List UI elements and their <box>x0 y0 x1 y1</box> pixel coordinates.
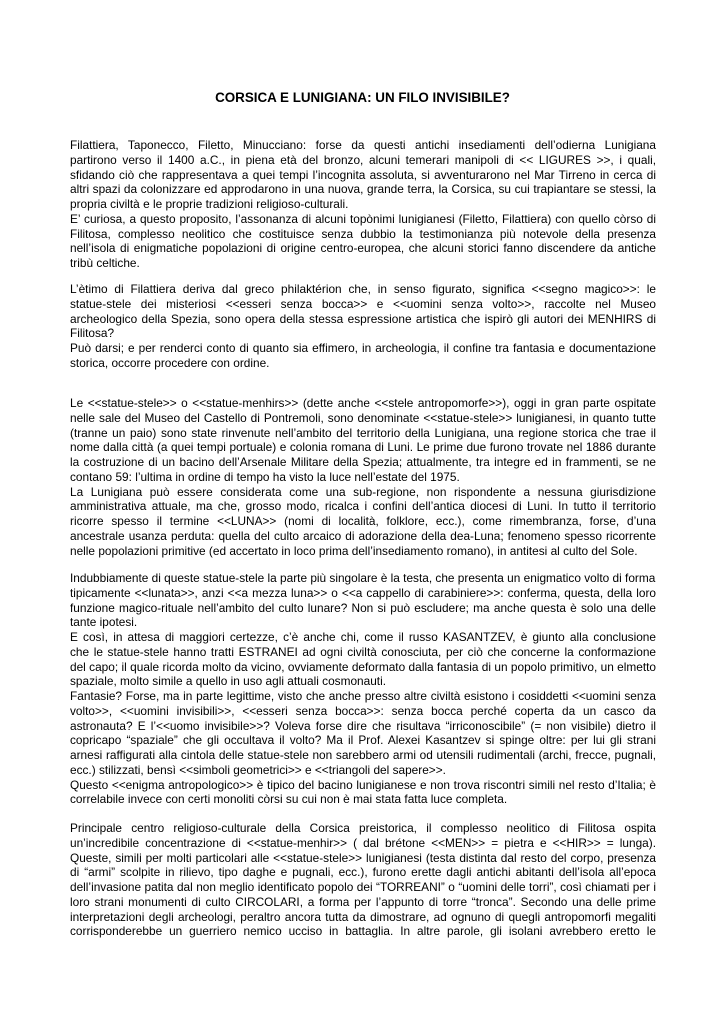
text-line: Fantasie? Forse, ma in parte legittime, visto che anche presso altre civiltà esistono i cosiddetti <<uomini senza <box>70 689 656 703</box>
text-line: partirono verso il 1400 a.C., in piena età del bronzo, alcuni temerari manipoli di << LIGURES >>, i quali, <box>70 152 656 167</box>
paragraph-2 <box>70 282 656 371</box>
text-line: propria civiltà e le proprie tradizioni religioso-culturali. <box>70 197 349 211</box>
text-line: di “armi” scolpite in rilievo, tipo daghe e pugnali, ecc.), furono erette dagli antichi abitanti dell’isola all’epoca <box>70 865 656 880</box>
text-line: nome dalla città (a quei tempi portuale) e colonia romana di Luni. Le prime due furono trovate nel 1886 durante <box>70 440 656 455</box>
text-line: tante ipotesi. <box>70 615 138 630</box>
text-line: E così, in attesa di maggiori certezze, c’è anche chi, come il russo KASANTZEV, è giunto alla conclusione <box>70 630 656 644</box>
text-line: sfidando ciò che rappresentava a quei tempi l’incognita assoluta, si avventurarono nel Mar Tirreno in cerca di <box>70 167 656 182</box>
text-line: Le <<statue-stele>> o <<statue-menhirs>> (dette anche <<stele antropomorfe>>), oggi in gran parte ospitate <box>70 396 656 410</box>
text-line: Principale centro religioso-culturale della Corsica preistorica, il complesso neolitico di Filitosa ospita <box>70 821 656 835</box>
text-line: spaziale, molto simile a quello in uso agli attuali cosmonauti. <box>70 674 386 689</box>
text-line: volto>>, <<uomini invisibili>>, <<esseri senza bocca>>: senza bocca perché coperta da un casco da <box>70 703 656 718</box>
text-line: loro strani monumenti di culto CIRCOLARI, a forma per l’appunto di torre “tronca”. Secondo una delle prime <box>70 894 656 909</box>
text-line: ricorre spesso il termine <<LUNA>> (nomi di località, folklore, ecc.), come rimembranza, forse, d’una <box>70 514 656 528</box>
text-line: la costruzione di un bacino dell’Arsenale Militare della Spezia; attualmente, tra integre ed in frammenti, se ne <box>70 455 656 469</box>
text-line: ancestrale usanza perduta: quella del culto arcaico di adorazione della dea-Luna; fenomeno spesso ricorrente <box>70 528 656 543</box>
text-line: astronauta? E l’<<uomo invisibile>>? Voleva forse dire che risultava “irriconoscibile” (= non visibile) dietro il <box>70 718 656 733</box>
text-line: Filitosa, complesso neolitico che costituisce senza dubbio la testimonianza più notevole della presenza <box>70 226 656 241</box>
text-line: arnesi raffigurati alla cintola delle statue-stele non sarebbero armi od utensili rudimentali (archi, frecce, pugnali, <box>70 748 656 762</box>
text-line: E’ curiosa, a questo proposito, l’assonanza di alcuni topònimi lunigianesi (Filetto, Filattiera) con quello còrso di <box>70 211 656 226</box>
text-line: storica, occorre procedere con ordine. <box>70 355 270 370</box>
text-line: amministrativa attuale, ma che, grosso modo, ricalca i confini dell’antica diocesi di Luni. In tutto il territorio <box>70 499 656 514</box>
text-line: correlabile invece con certi monoliti còrsi su cui non è mai stata fatta luce completa. <box>70 792 508 807</box>
text-line: archeologico della Spezia, sono opera della stessa espressione artistica che ispirò gli autori dei MENHIRS di <box>70 311 656 326</box>
text-line: copricapo “spaziale” che gli occultava il volto? Ma il Prof. Alexei Kasantzev si spinge oltre: per lui gli strani <box>70 733 656 748</box>
text-line: del capo; il quale ricorda molto da vicino, ovviamente deformato dalla fantasia di un popolo primitivo, un elmetto <box>70 659 656 674</box>
text-line: L’ètimo di Filattiera deriva dal greco philaktérion che, in senso figurato, significa <<segno magico>>: le <box>70 282 656 296</box>
text-line: (tranne un paio) sono state rinvenute nell’ambito del territorio della Lunigiana, una regione storica che trae il <box>70 425 656 440</box>
text-line: tipicamente <<lunata>>, anzi <<a mezza luna>> o <<a cappello di carabiniere>>: conferma, questa, della loro <box>70 585 656 600</box>
text-line: funzione magico-rituale nell’ambito del culto lunare? Non si può escludere; ma anche questa è solo una delle <box>70 600 656 615</box>
text-line: Questo <<enigma antropologico>> è tipico del bacino lunigianese e non trova riscontri simili nel resto d’Italia; è <box>70 777 656 792</box>
text-line: nell’isola di enigmatiche popolazioni di origine centro-europea, che alcuni storici fanno discendere da antiche <box>70 241 656 256</box>
paragraph-1 <box>70 138 656 271</box>
text-line: corrisponderebbe un guerriero nemico ucciso in battaglia. In altre parole, gli isolani avrebbero eretto le <box>70 924 656 939</box>
text-line: statue-stele dei misteriosi <<esseri senza bocca>> e <<uomini senza volto>>, raccolte nel Museo <box>70 296 656 311</box>
text-line: Queste, simili per molti particolari alle <<statue-stele>> lunigianesi (testa distinta dal resto del corpo, presenza <box>70 850 656 865</box>
text-line: contano 59: l’ultima in ordine di tempo ha visto la luce nell’estate del 1975. <box>70 469 460 484</box>
text-line: Filattiera, Taponecco, Filetto, Minucciano: forse da questi antichi insediamenti dell’odierna Lunigiana <box>70 138 656 152</box>
text-line: che le statue-stele hanno tratti ESTRANEI ad ogni civiltà conosciuta, per ciò che concerne la conformazione <box>70 644 656 659</box>
text-line: altri spazi da colonizzare ed approdarono in una nuova, grande terra, la Corsica, su cui trapiantare se stessi, la <box>70 182 656 197</box>
text-line: nelle sale del Museo del Castello di Pontremoli, sono denominate <<statue-stele>> lunigianesi, in quanto tutte <box>70 410 656 425</box>
text-line: un’incredibile concentrazione di <<statue-menhir>> ( dal brétone <<MEN>> = pietra e <<HIR>> = lunga). <box>70 835 656 850</box>
text-line: dell’invasione patita dal non meglio identificato popolo dei “TORREANI” o “uomini delle torri”, così chiamati per i <box>70 880 656 894</box>
text-line: ecc.) stilizzati, bensì <<simboli geometrici>> e <<triangoli del sapere>>. <box>70 762 446 777</box>
document-title: CORSICA E LUNIGIANA: UN FILO INVISIBILE? <box>215 90 510 105</box>
text-line: Indubbiamente di queste statue-stele la parte più singolare è la testa, che presenta un enigmatico volto di forma <box>70 571 656 585</box>
text-line: Filitosa? <box>70 326 115 341</box>
paragraph-5 <box>70 821 656 939</box>
text-line: interpretazioni degli archeologi, peraltro ancora tutta da dimostrare, ad ognuno di quegli antropomorfi megaliti <box>70 909 656 924</box>
paragraph-4 <box>70 571 656 807</box>
text-line: nelle popolazioni primitive (ed accertato in loco prima dell’insediamento romano), in antitesi al culto del Sole. <box>70 543 638 558</box>
paragraph-3 <box>70 396 656 558</box>
text-line: Può darsi; e per renderci conto di quanto sia effimero, in archeologia, il confine tra fantasia e documentazione <box>70 341 656 355</box>
text-line: La Lunigiana può essere considerata come una sub-regione, non rispondente a nessuna giurisdizione <box>70 484 656 499</box>
text-line: tribù celtiche. <box>70 256 140 270</box>
